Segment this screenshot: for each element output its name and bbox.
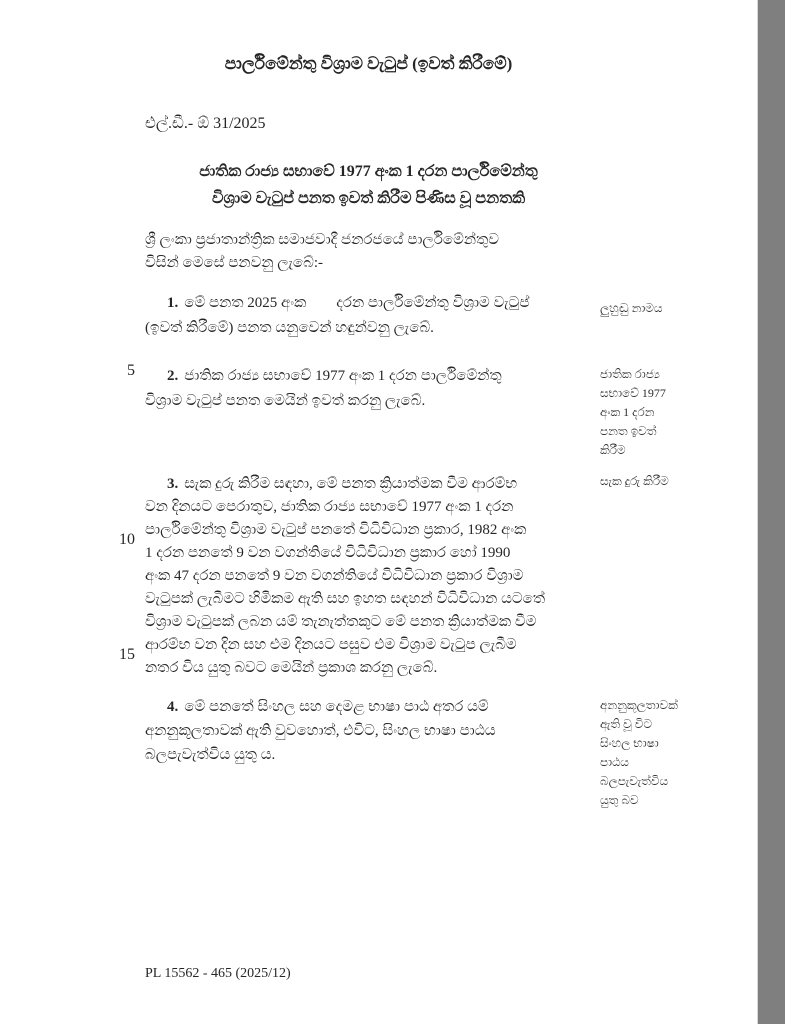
section-4-line: අනනුකූලතාවක් ඇති වුවහොත්, එවිට, සිංහල භාෂා පාඨය (145, 723, 496, 739)
long-title-line: ජාතික රාජ්‍ය සභාවේ 1977 අංක 1 දරන පාර්ලිමේන්තු (199, 163, 538, 180)
margin-note-line: යුතු බව (600, 793, 639, 807)
section-4 (145, 695, 597, 767)
section-3 (145, 473, 597, 680)
margin-note-line: අංක 1 දරන (600, 405, 655, 419)
section-3-line: ආරම්භ වන දින සහ එම දිනයට පසුව එම විශ්‍රාම වැටුප ලැබීම (145, 637, 517, 653)
margin-note-line: ජාතික රාජ්‍ය (600, 367, 660, 381)
section-1-line: (ඉවත් කිරීමේ) පනත යනුවෙන් හඳුන්වනු ලැබේ. (145, 320, 434, 336)
section-1-line (145, 291, 597, 316)
margin-note-line: පනත ඉවත් (600, 424, 657, 438)
line-number-5: 5 (127, 362, 135, 379)
section-1-number: 1. (167, 295, 179, 311)
margin-note-line: සිංහල භාෂා (600, 736, 659, 750)
margin-note-line: ලුහුඬු නාමය (600, 301, 663, 315)
print-reference: PL 15562 - 465 (2025/12) (145, 966, 291, 981)
margin-note-line: පාඨය (600, 755, 629, 769)
margin-note-avoidance-of-doubt (600, 472, 710, 491)
margin-note-line: සභාවේ 1977 (600, 386, 666, 400)
long-title (145, 158, 592, 212)
line-number-10: 10 (119, 531, 135, 548)
section-2-number: 2. (167, 368, 179, 384)
margin-note-line: බලපැවැත්විය (600, 774, 669, 788)
section-3-line: නතර විය යුතු බවට මෙයින් ප්‍රකාශ කරනු ලැබේ. (145, 660, 438, 676)
section-4-text: මේ පනතේ සිංහල සහ දෙමළ භාෂා පාඨ අතර යම් (184, 699, 489, 715)
section-1 (145, 291, 597, 341)
section-3-line: අංක 47 දරන පනතේ 9 වන වගන්තියේ විධිවිධාන ප්‍රකාර විශ්‍රාම (145, 568, 524, 584)
short-title-header: පාර්ලිමේන්තු විශ්‍රාම වැටුප් (ඉවත් කිරීමේ) (224, 54, 513, 73)
section-2 (145, 364, 597, 414)
margin-note-line: ඇති වූ විට (600, 717, 653, 731)
section-4-number: 4. (167, 699, 179, 715)
section-3-line: 1 දරන පනතේ 9 වන වගන්තියේ විධිවිධාන ප්‍රකාර හෝ 1990 (145, 545, 511, 561)
section-3-text: සැක දුරු කිරීම සඳහා, මේ පනත ක්‍රියාත්මක වීම ආරම්භ (184, 476, 518, 492)
section-2-line (145, 364, 597, 389)
margin-note-line: කිරීම (600, 443, 626, 457)
enacting-clause (145, 229, 597, 275)
scan-edge-strip (757, 0, 785, 1024)
margin-note-line: සැක දුරු කිරීම (600, 474, 669, 488)
ld-reference-number: එල්.ඩී.- ඕ 31/2025 (145, 115, 266, 132)
enacting-clause-line: විසින් මෙසේ පනවනු ලැබේ:- (145, 255, 324, 271)
section-4-line (145, 695, 597, 719)
section-2-text: ජාතික රාජ්‍ය සභාවේ 1977 අංක 1 දරන පාර්ලිමේන්තු (184, 368, 502, 384)
section-3-line: විශ්‍රාම වැටුපක් ලබන යම් තැනැත්තකුට මේ පනත ක්‍රියාත්මක වීම (145, 614, 537, 630)
margin-note-line: අනනුකූලතාවක් (600, 698, 678, 712)
section-3-line: වැටුපක් ලැබීමට හිමිකම ඇති සහ ඉහත සඳහන් විධිවිධාන යටතේ (145, 591, 546, 607)
section-3-line: පාර්ලිමේන්තු විශ්‍රාම වැටුප් පනතේ විධිවිධාන ප්‍රකාර, 1982 අංක (145, 522, 527, 538)
section-3-line: වන දිනයට පෙරාතුව, ජාතික රාජ්‍ය සභාවේ 1977 අංක 1 දරන (145, 499, 514, 515)
long-title-line: විශ්‍රාම වැටුප් පනත ඉවත් කිරීම පිණිස වූ පනතකි (211, 190, 526, 207)
enacting-clause-line: ශ්‍රී ලංකා ප්‍රජාතාන්ත්‍රික සමාජවාදී ජනරජයේ පාර්ලිමේන්තුව (145, 232, 500, 248)
section-4-line: බලපැවැත්විය යුතු ය. (145, 747, 276, 763)
section-2-line: විශ්‍රාම වැටුප් පනත මෙයින් ඉවත් කරනු ලැබේ. (145, 393, 426, 409)
margin-note-language-inconsistency (600, 696, 710, 810)
margin-note-repeal (600, 365, 710, 460)
margin-note-short-title (600, 299, 710, 318)
section-1-text: මේ පනත 2025 අංක දරන පාර්ලිමේන්තු විශ්‍රාම වැටුප් (184, 295, 530, 311)
section-3-number: 3. (167, 476, 179, 492)
section-3-line (145, 473, 597, 496)
line-number-15: 15 (119, 646, 135, 663)
